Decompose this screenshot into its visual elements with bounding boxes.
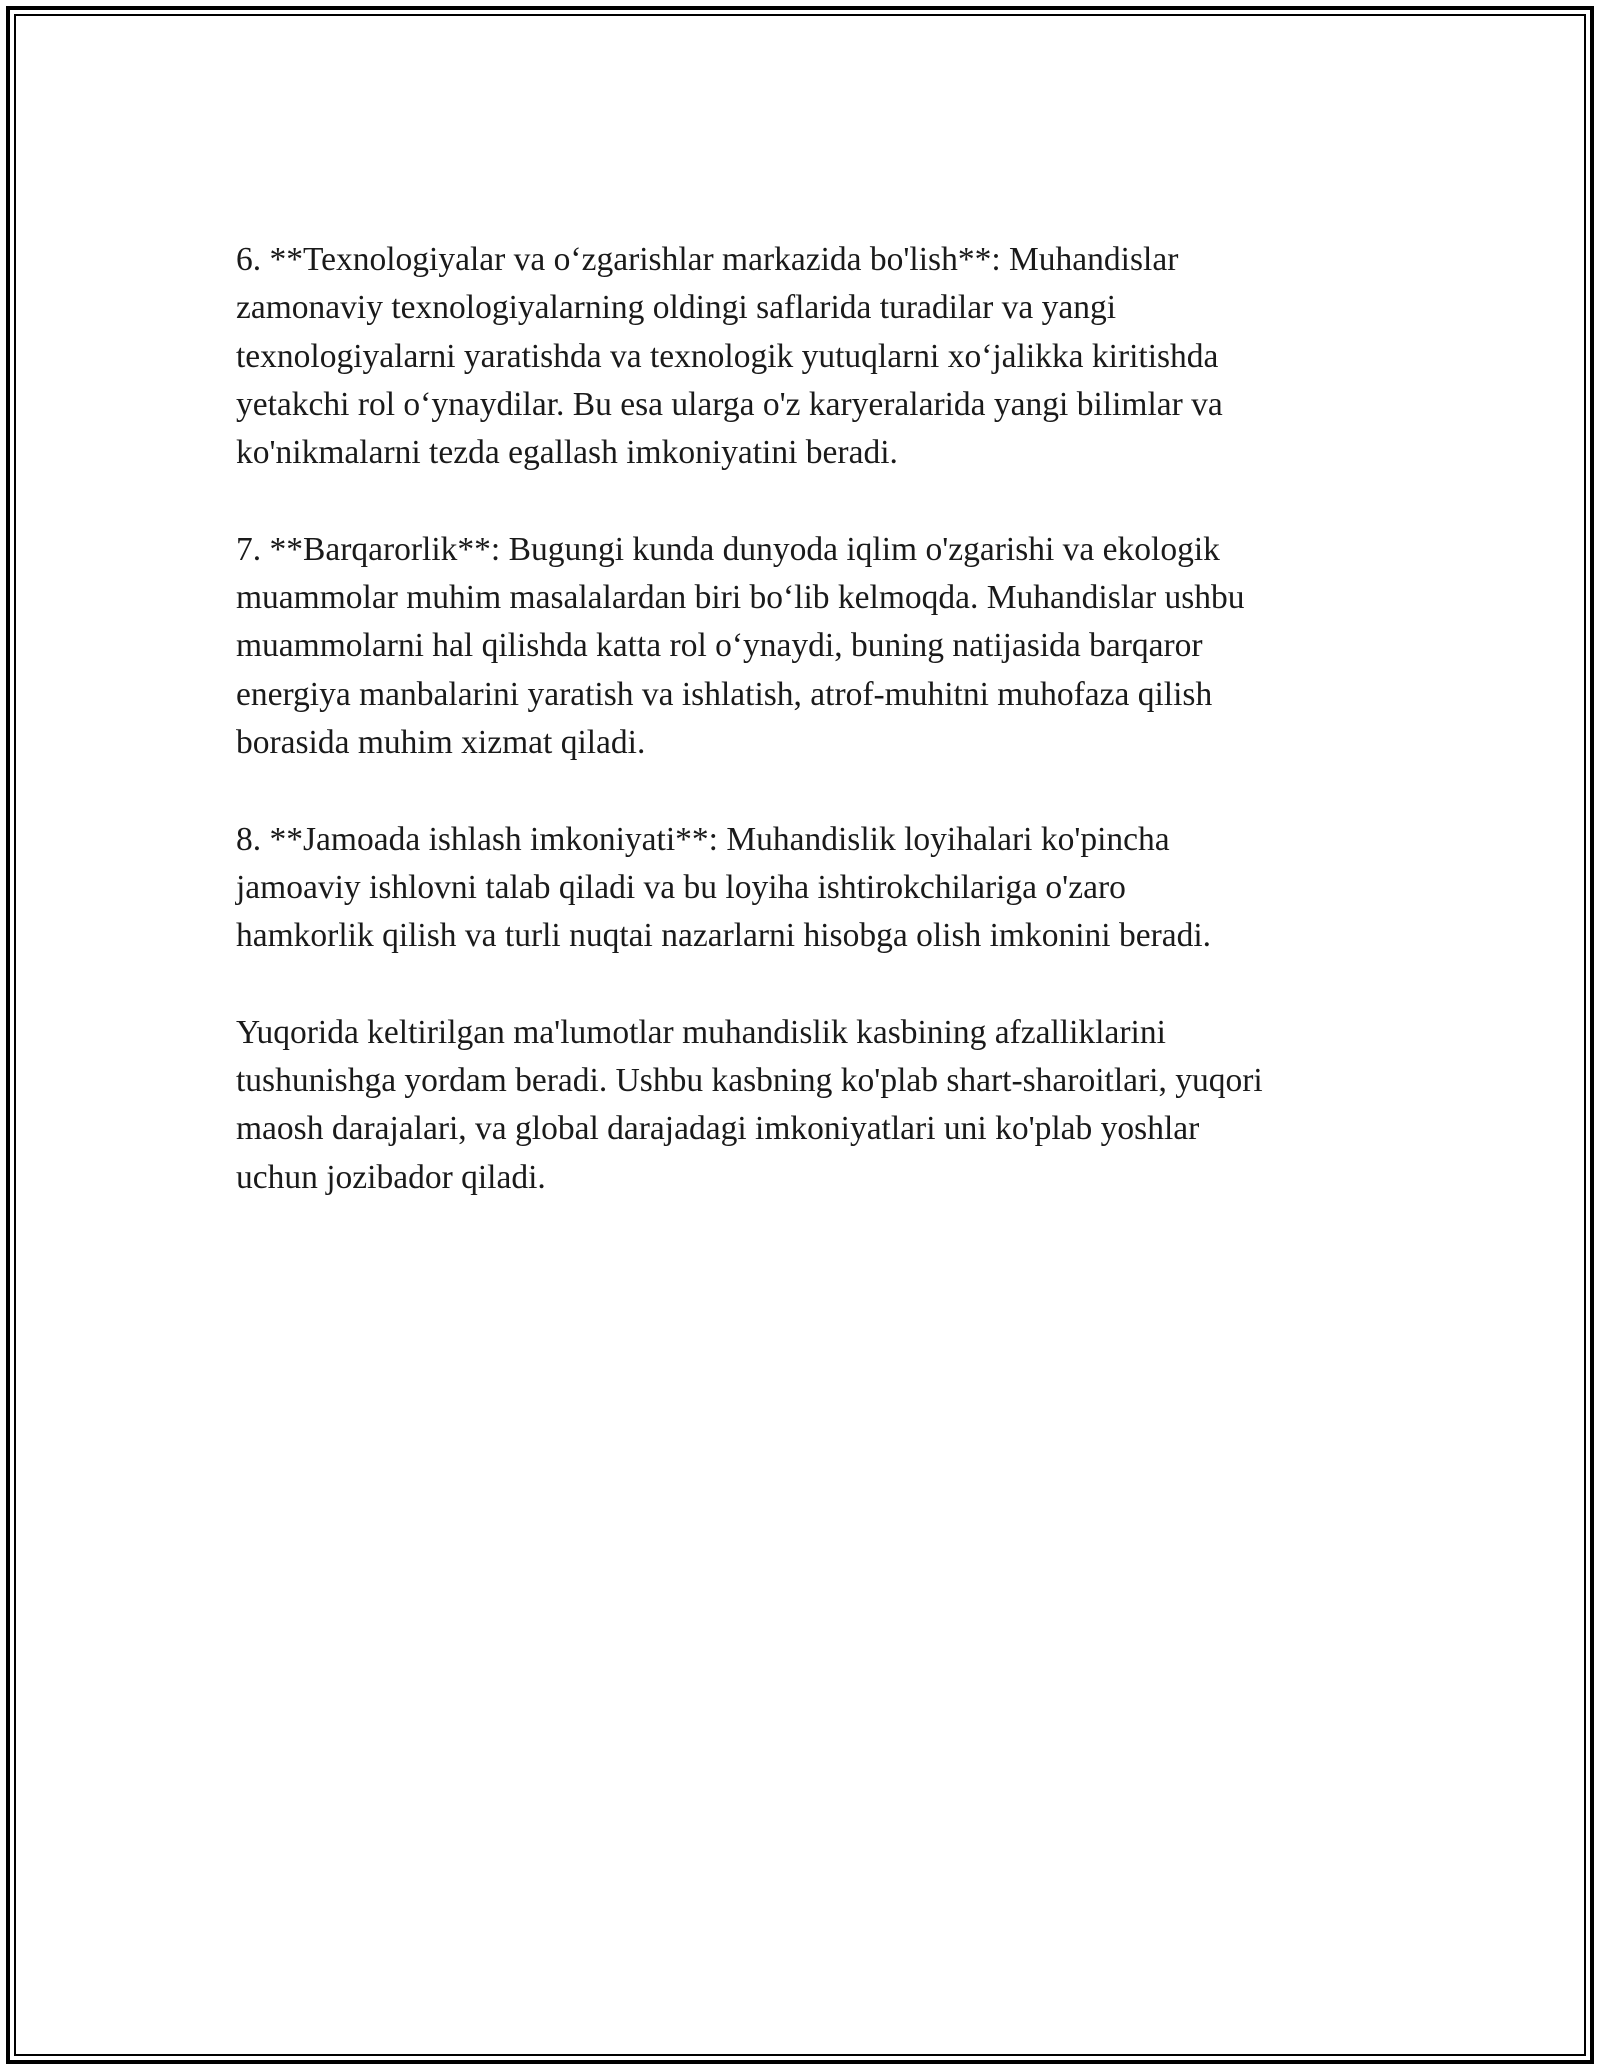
paragraph-technologies — [236, 236, 1376, 477]
text-line: 7. **Barqarorlik**: Bugungi kunda dunyoda iqlim o'zgarishi va ekologik — [236, 530, 1220, 568]
text-line: borasida muhim xizmat qiladi. — [236, 723, 646, 761]
text-line: zamonaviy texnologiyalarning oldingi saflarida turadilar va yangi — [236, 289, 1117, 327]
document-body — [236, 236, 1376, 1250]
text-line: energiya manbalarini yaratish va ishlatish, atrof-muhitni muhofaza qilish — [236, 675, 1213, 713]
text-line: muammolarni hal qilishda katta rol o‘ynaydi, buning natijasida barqaror — [236, 627, 1203, 665]
text-line: uchun jozibador qiladi. — [236, 1158, 546, 1196]
paragraph-teamwork — [236, 816, 1376, 961]
text-line: yetakchi rol o‘ynaydilar. Bu esa ularga o'z karyeralarida yangi bilimlar va — [236, 385, 1223, 423]
text-line: 8. **Jamoada ishlash imkoniyati**: Muhandislik loyihalari ko'pincha — [236, 820, 1170, 858]
text-line: 6. **Texnologiyalar va o‘zgarishlar markazida bo'lish**: Muhandislar — [236, 241, 1179, 278]
text-line: muammolar muhim masalalardan biri bo‘lib kelmoqda. Muhandislar ushbu — [236, 579, 1245, 617]
text-line: Yuqorida keltirilgan ma'lumotlar muhandislik kasbining afzalliklarini — [236, 1013, 1166, 1051]
text-line: jamoaviy ishlovni talab qiladi va bu loyiha ishtirokchilariga o'zaro — [236, 868, 1126, 906]
text-line: tushunishga yordam beradi. Ushbu kasbning ko'plab shart-sharoitlari, yuqori — [236, 1062, 1263, 1100]
text-line: ko'nikmalarni tezda egallash imkoniyatini beradi. — [236, 434, 898, 472]
text-line: maosh darajalari, va global darajadagi imkoniyatlari uni ko'plab yoshlar — [236, 1110, 1200, 1148]
paragraph-conclusion — [236, 1009, 1376, 1202]
paragraph-sustainability — [236, 526, 1376, 767]
text-line: texnologiyalarni yaratishda va texnologik yutuqlarni xo‘jalikka kiritishda — [236, 337, 1219, 375]
text-line: hamkorlik qilish va turli nuqtai nazarlarni hisobga olish imkonini beradi. — [236, 917, 1212, 955]
